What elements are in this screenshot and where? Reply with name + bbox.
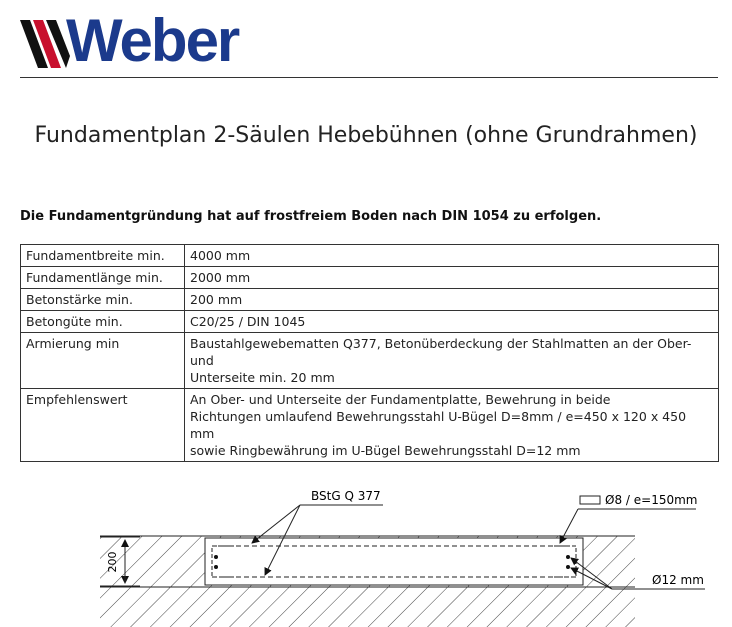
row-key: Fundamentbreite min. <box>21 245 185 267</box>
row-value-line: An Ober- und Unterseite der Fundamentplatte, Bewehrung in beide <box>190 392 611 407</box>
row-value <box>185 333 719 389</box>
page-title: Fundamentplan 2-Säulen Hebebühnen (ohne Grundrahmen) <box>34 123 698 148</box>
table-row <box>21 289 719 311</box>
spec-table <box>20 244 719 462</box>
row-key: Fundamentlänge min. <box>21 267 185 289</box>
table-row <box>21 267 719 289</box>
row-key: Betongüte min. <box>21 311 185 333</box>
foundation-slab <box>205 538 583 585</box>
foundation-section-drawing <box>0 480 732 627</box>
row-value: C20/25 / DIN 1045 <box>185 311 719 333</box>
row-key: Betonstärke min. <box>21 289 185 311</box>
row-value: 200 mm <box>185 289 719 311</box>
row-key: Armierung min <box>21 333 185 389</box>
table-row <box>21 333 719 389</box>
mesh-label: BStG Q 377 <box>311 489 381 503</box>
row-value-line: Unterseite min. 20 mm <box>190 370 335 385</box>
row-value: 2000 mm <box>185 267 719 289</box>
ring-bar <box>214 555 218 559</box>
intro-text: Die Fundamentgründung hat auf frostfreiem Boden nach DIN 1054 zu erfolgen. <box>20 209 602 224</box>
stirrup-symbol-icon <box>580 496 600 504</box>
ring-bar <box>566 565 570 569</box>
row-value: 4000 mm <box>185 245 719 267</box>
row-value-line: Richtungen umlaufend Bewehrungsstahl U-Bügel D=8mm / e=450 x 120 x 450 mm <box>190 409 687 441</box>
ring-bar <box>214 565 218 569</box>
table-row <box>21 245 719 267</box>
stirrup-label: Ø8 / e=150mm <box>605 493 698 507</box>
table-row <box>21 389 719 462</box>
row-value-line: Baustahlgewebematten Q377, Betonüberdeckung der Stahlmatten an der Ober- und <box>190 336 692 368</box>
row-key: Empfehlenswert <box>21 389 185 462</box>
dimension-label: 200 <box>106 551 119 573</box>
row-value <box>185 389 719 462</box>
brand-logo <box>20 7 320 74</box>
header-divider <box>20 77 718 78</box>
ring-label: Ø12 mm <box>652 573 704 587</box>
ring-bar <box>566 555 570 559</box>
table-row <box>21 311 719 333</box>
logo-stripes-icon <box>20 16 70 72</box>
brand-name: Weber <box>66 7 239 74</box>
row-value-line: sowie Ringbewährung im U-Bügel Bewehrungsstahl D=12 mm <box>190 443 581 458</box>
